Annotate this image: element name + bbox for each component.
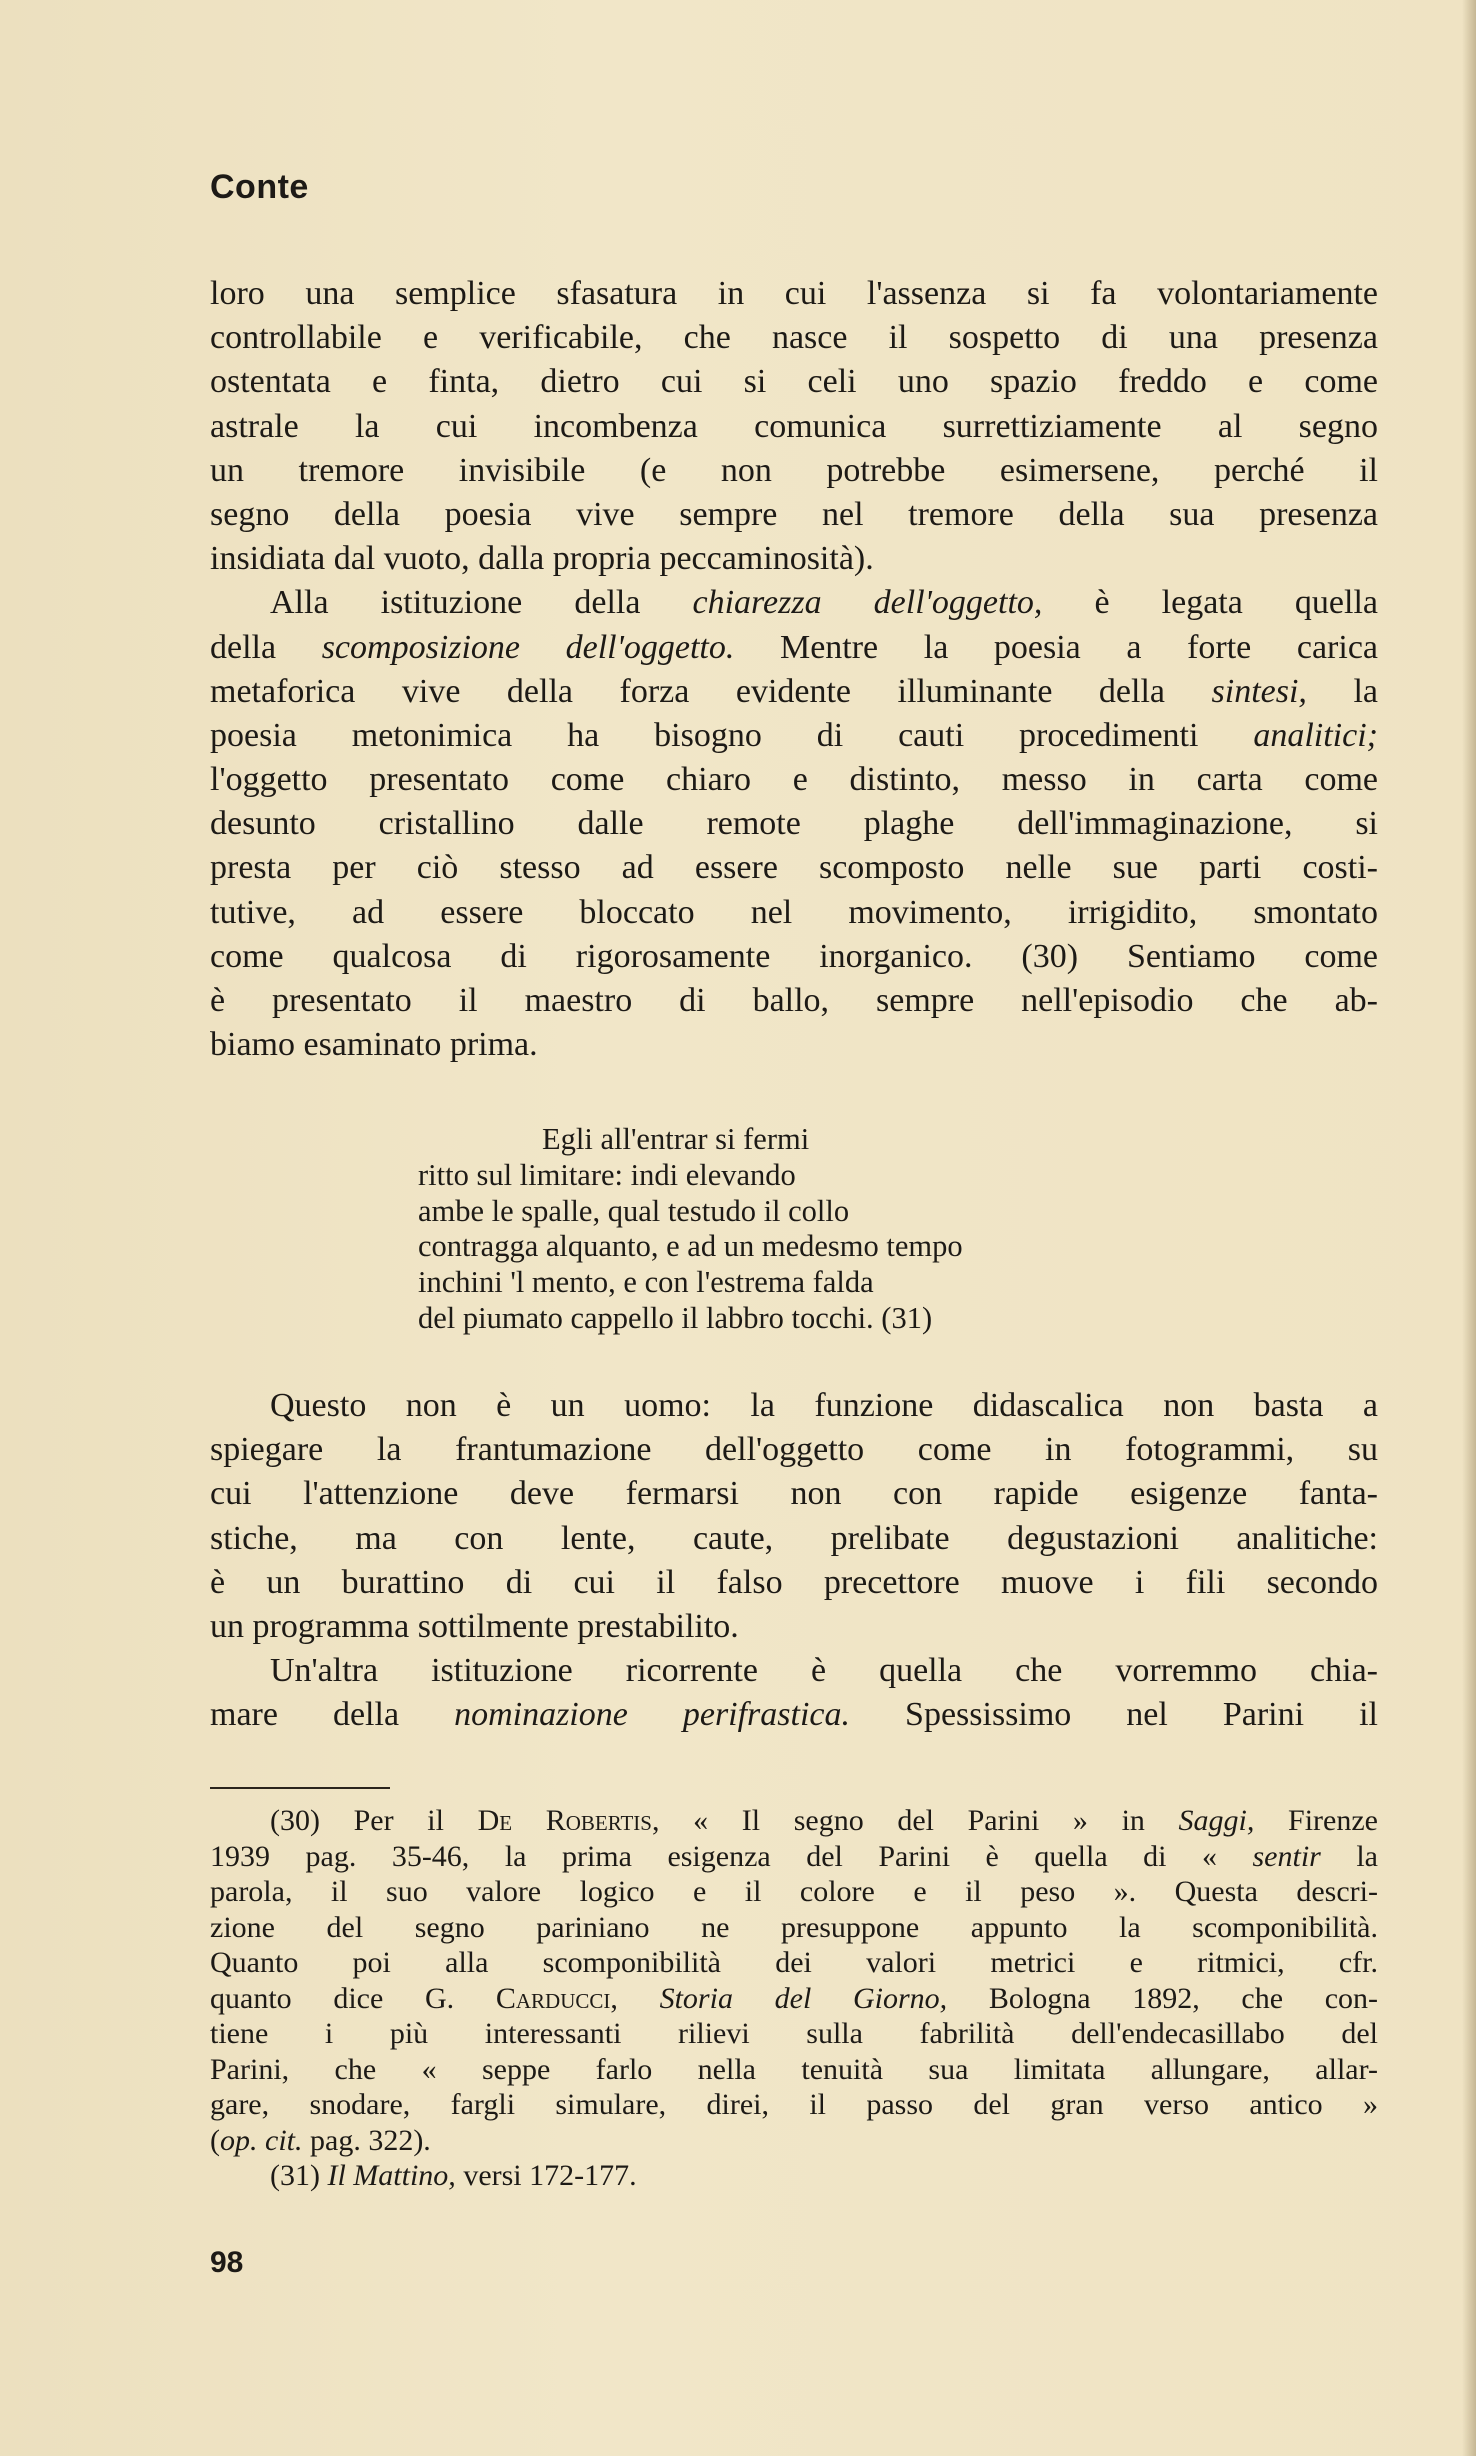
text-span: 1939 pag. 35-46, la prima esigenza del Parini è quella di « [210, 1839, 1253, 1873]
text-span: versi 172-177. [455, 2159, 637, 2192]
text-span: è legata quella [1042, 584, 1378, 622]
footnote-line: parola, il suo valore logico e il colore e il peso ». Questa descri- [210, 1875, 1378, 1908]
footnote-line: Quanto poi alla scomponibilità dei valori metrici e ritmici, cfr. [210, 1946, 1378, 1979]
text-span: metaforica vive della forza evidente illuminante della [210, 672, 1212, 710]
footnote-line [210, 2158, 1378, 2194]
verse-line: Egli all'entrar si fermi [542, 1122, 810, 1156]
author-name: De Robertis, [477, 1804, 660, 1837]
text-line [210, 1693, 1378, 1737]
italic-span: chiarezza dell'oggetto, [692, 584, 1043, 622]
text-line: controllabile e verificabile, che nasce il sospetto di una presenza [210, 319, 1378, 357]
verse-line: ambe le spalle, qual testudo il collo [418, 1193, 850, 1228]
text-span: Mentre la poesia a forte carica [734, 628, 1378, 666]
text-line: l'oggetto presentato come chiaro e distinto, messo in carta come [210, 761, 1378, 799]
text-line [210, 581, 1378, 625]
text-line: desunto cristallino dalle remote plaghe dell'immaginazione, si [210, 805, 1378, 843]
italic-span: sentir [1252, 1839, 1321, 1873]
footnote-line: zione del segno pariniano ne presuppone appunto la scomponibilità. [210, 1910, 1378, 1944]
italic-span: analitici; [1253, 716, 1378, 754]
italic-span: nominazione perifrastica. [454, 1696, 851, 1734]
text-line: stiche, ma con lente, caute, prelibate degustazioni analitiche: [210, 1519, 1378, 1557]
text-line [210, 714, 1378, 758]
italic-span: sintesi, [1211, 672, 1307, 710]
text-line: Questo non è un uomo: la funzione didascalica non basta a [270, 1387, 1378, 1424]
text-line: un tremore invisibile (e non potrebbe esimersene, perché il [210, 451, 1378, 489]
text-span: pag. 322). [302, 2123, 431, 2157]
text-line: tutive, ad essere bloccato nel movimento, irrigidito, smontato [210, 893, 1378, 931]
text-span: quanto dice G. [210, 1981, 496, 2015]
footnote-line [210, 1803, 1378, 1839]
text-line: spiegare la frantumazione dell'oggetto come in fotogrammi, su [210, 1431, 1378, 1469]
footnote-line [210, 1981, 1378, 2017]
author-name: Carducci, [495, 1981, 618, 2015]
text-span [618, 1982, 660, 2015]
text-line: loro una semplice sfasatura in cui l'assenza si fa volontariamente [210, 275, 1378, 312]
text-span: della [210, 628, 322, 666]
text-span: Spessissimo nel Parini il [850, 1696, 1378, 1734]
page-edge-shadow [1462, 0, 1476, 2456]
text-span: Alla istituzione della [270, 584, 693, 622]
footnote-line: tiene i più interessanti rilievi sulla fabrilità dell'endecasillabo del [210, 2017, 1378, 2050]
verse-line: ritto sul limitare: indi elevando [418, 1157, 796, 1192]
footnotes [210, 1803, 1378, 2194]
text-line: Un'altra istituzione ricorrente è quella che vorremmo chia- [270, 1652, 1378, 1690]
text-span: Bologna 1892, che con- [947, 1981, 1379, 2015]
text-span: mare della [210, 1696, 455, 1734]
text-line: ostentata e finta, dietro cui si celi uno spazio freddo e come [210, 363, 1378, 401]
text-line [210, 670, 1378, 714]
footnote-line [210, 2123, 1378, 2159]
text-span: ( [210, 2123, 220, 2157]
verse-line: contragga alquanto, e ad un medesmo tempo [418, 1229, 963, 1264]
text-span: Firenze [1254, 1804, 1378, 1837]
text-line: biamo esaminato prima. [210, 1026, 538, 1064]
text-line: cui l'attenzione deve fermarsi non con rapide esigenze fanta- [210, 1475, 1378, 1513]
italic-span: Il Mattino, [327, 2159, 456, 2192]
text-span: « Il segno del Parini » in [659, 1804, 1179, 1837]
footnote-separator [210, 1787, 390, 1789]
footnote-line: Parini, che « seppe farlo nella tenuità sua limitata allungare, allar- [210, 2052, 1378, 2086]
verse-quotation [418, 1122, 1318, 1337]
footnote-line: gare, snodare, fargli simulare, direi, il passo del gran verso antico » [210, 2088, 1378, 2121]
text-line: è un burattino di cui il falso precettore muove i fili secondo [210, 1563, 1378, 1601]
text-line: presta per ciò stesso ad essere scomposto nelle sue parti costi- [210, 849, 1378, 887]
text-span: (30) Per il [270, 1804, 478, 1837]
text-line: è presentato il maestro di ballo, sempre nell'episodio che ab- [210, 982, 1378, 1019]
italic-span: scomposizione dell'oggetto. [321, 628, 735, 666]
text-line: segno della poesia vive sempre nel tremore della sua presenza [210, 495, 1378, 533]
text-line: come qualcosa di rigorosamente inorganico. (30) Sentiamo come [210, 937, 1378, 975]
main-text [210, 272, 1378, 1067]
main-text-continued [210, 1384, 1378, 1738]
text-line: insidiata dal vuoto, dalla propria peccaminosità). [210, 540, 874, 578]
running-head: Conte [210, 168, 309, 206]
text-span: la [1320, 1839, 1378, 1873]
text-line: un programma sottilmente prestabilito. [210, 1607, 739, 1645]
text-line: astrale la cui incombenza comunica surrettiziamente al segno [210, 407, 1378, 445]
verse-line: inchini 'l mento, e con l'estrema falda [418, 1265, 874, 1300]
text-span: poesia metonimica ha bisogno di cauti procedimenti [210, 716, 1254, 754]
italic-span: op. cit. [220, 2123, 303, 2157]
footnote-line [210, 1839, 1378, 1875]
text-span: la [1306, 672, 1378, 710]
text-line [210, 626, 1378, 670]
verse-line: del piumato cappello il labbro tocchi. (31) [418, 1300, 933, 1335]
page-number: 98 [210, 2246, 244, 2279]
italic-span: Storia del Giorno, [659, 1981, 948, 2015]
text-span: (31) [270, 2159, 328, 2192]
italic-span: Saggi, [1178, 1804, 1255, 1837]
